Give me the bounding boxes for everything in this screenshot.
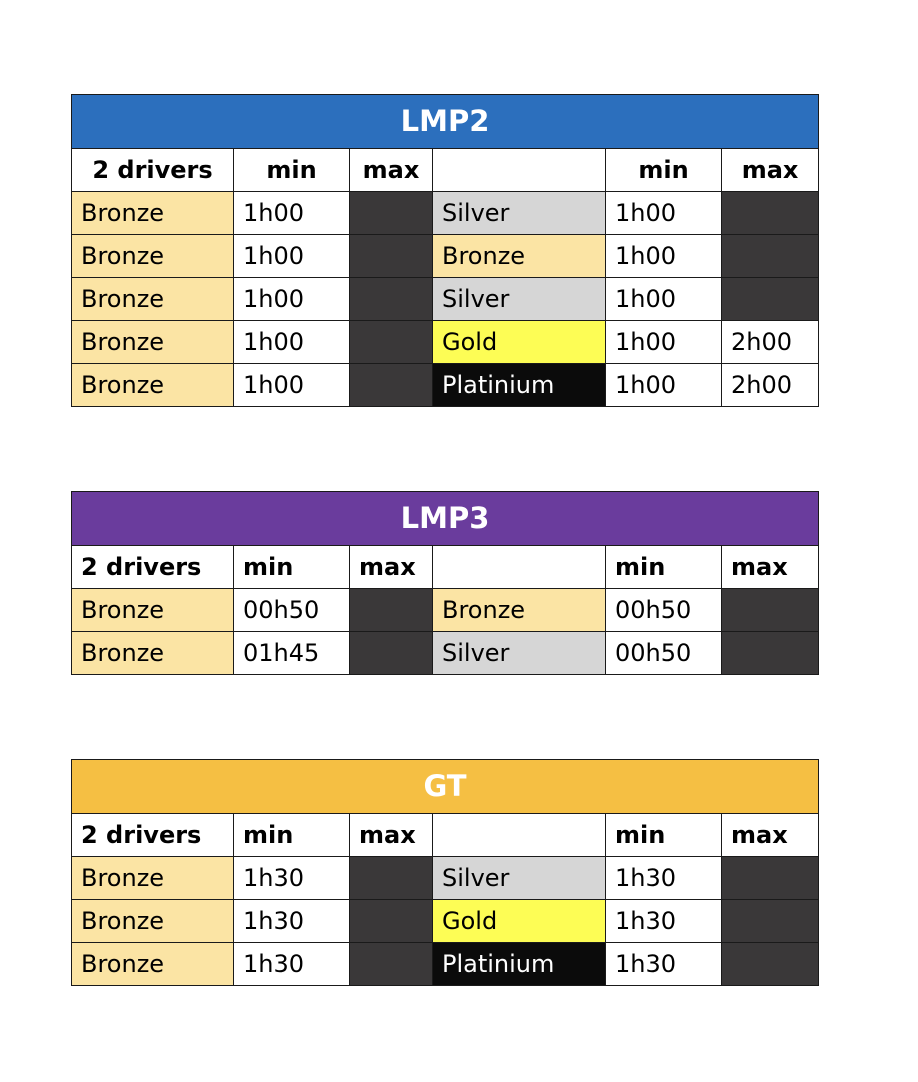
driver1-min-time: 1h00 bbox=[234, 364, 350, 407]
column-header: max bbox=[350, 814, 433, 857]
column-header: min bbox=[234, 814, 350, 857]
driver1-min-time: 1h00 bbox=[234, 321, 350, 364]
driver1-category: Bronze bbox=[72, 900, 234, 943]
driver2-min-time: 1h00 bbox=[606, 278, 722, 321]
lmp2-table bbox=[71, 94, 819, 407]
driver1-category: Bronze bbox=[72, 278, 234, 321]
lmp3-table bbox=[71, 491, 819, 675]
table-title: LMP3 bbox=[72, 492, 819, 546]
column-header: max bbox=[722, 149, 819, 192]
table-title: GT bbox=[72, 760, 819, 814]
driver2-min-time: 1h30 bbox=[606, 943, 722, 986]
driver1-min-time: 1h00 bbox=[234, 235, 350, 278]
driver2-max-time bbox=[722, 235, 819, 278]
driver2-max-time bbox=[722, 589, 819, 632]
driver2-category: Silver bbox=[433, 632, 606, 675]
table-row bbox=[72, 632, 819, 675]
driver1-category: Bronze bbox=[72, 943, 234, 986]
driver1-category: Bronze bbox=[72, 857, 234, 900]
lmp2-table-block bbox=[71, 94, 818, 407]
column-header: min bbox=[606, 149, 722, 192]
column-header bbox=[433, 814, 606, 857]
column-header-row bbox=[72, 814, 819, 857]
column-header bbox=[433, 546, 606, 589]
driver2-max-time bbox=[722, 192, 819, 235]
driver1-category: Bronze bbox=[72, 321, 234, 364]
driver2-max-time bbox=[722, 857, 819, 900]
table-row bbox=[72, 857, 819, 900]
column-header: 2 drivers bbox=[72, 149, 234, 192]
driver2-max-time bbox=[722, 900, 819, 943]
driver2-category: Silver bbox=[433, 192, 606, 235]
driver2-category: Gold bbox=[433, 321, 606, 364]
driver1-min-time: 00h50 bbox=[234, 589, 350, 632]
driver2-max-time bbox=[722, 943, 819, 986]
table-row bbox=[72, 364, 819, 407]
driver1-category: Bronze bbox=[72, 589, 234, 632]
driver2-max-time: 2h00 bbox=[722, 321, 819, 364]
driver1-min-time: 01h45 bbox=[234, 632, 350, 675]
driver2-category: Platinium bbox=[433, 364, 606, 407]
driver1-max-time bbox=[350, 364, 433, 407]
table-title-row bbox=[72, 492, 819, 546]
driver2-max-time bbox=[722, 632, 819, 675]
driver2-min-time: 00h50 bbox=[606, 589, 722, 632]
column-header: min bbox=[234, 546, 350, 589]
column-header: min bbox=[234, 149, 350, 192]
driver2-category: Silver bbox=[433, 857, 606, 900]
table-title-row bbox=[72, 760, 819, 814]
driver1-min-time: 1h30 bbox=[234, 900, 350, 943]
driver2-category: Gold bbox=[433, 900, 606, 943]
column-header: max bbox=[722, 814, 819, 857]
driver1-min-time: 1h30 bbox=[234, 943, 350, 986]
gt-table bbox=[71, 759, 819, 986]
driver1-category: Bronze bbox=[72, 192, 234, 235]
driver2-max-time bbox=[722, 278, 819, 321]
column-header: max bbox=[722, 546, 819, 589]
table-row bbox=[72, 900, 819, 943]
driver2-min-time: 1h30 bbox=[606, 900, 722, 943]
column-header: min bbox=[606, 814, 722, 857]
driver2-category: Bronze bbox=[433, 235, 606, 278]
driver1-min-time: 1h30 bbox=[234, 857, 350, 900]
driver1-min-time: 1h00 bbox=[234, 192, 350, 235]
driver1-min-time: 1h00 bbox=[234, 278, 350, 321]
column-header: max bbox=[350, 546, 433, 589]
lmp3-table-block bbox=[71, 491, 818, 675]
driver1-max-time bbox=[350, 632, 433, 675]
column-header: 2 drivers bbox=[72, 814, 234, 857]
table-row bbox=[72, 192, 819, 235]
column-header: max bbox=[350, 149, 433, 192]
column-header: min bbox=[606, 546, 722, 589]
driver2-category: Silver bbox=[433, 278, 606, 321]
driver1-max-time bbox=[350, 235, 433, 278]
driver2-min-time: 00h50 bbox=[606, 632, 722, 675]
driver1-max-time bbox=[350, 943, 433, 986]
driver2-category: Bronze bbox=[433, 589, 606, 632]
column-header-row bbox=[72, 546, 819, 589]
driver2-min-time: 1h00 bbox=[606, 192, 722, 235]
driver2-min-time: 1h00 bbox=[606, 235, 722, 278]
table-row bbox=[72, 321, 819, 364]
table-row bbox=[72, 943, 819, 986]
driver2-max-time: 2h00 bbox=[722, 364, 819, 407]
driver2-min-time: 1h00 bbox=[606, 364, 722, 407]
driver1-category: Bronze bbox=[72, 364, 234, 407]
driver1-category: Bronze bbox=[72, 235, 234, 278]
table-row bbox=[72, 235, 819, 278]
table-title-row bbox=[72, 95, 819, 149]
driver1-max-time bbox=[350, 192, 433, 235]
table-title: LMP2 bbox=[72, 95, 819, 149]
column-header bbox=[433, 149, 606, 192]
driver1-max-time bbox=[350, 900, 433, 943]
column-header-row bbox=[72, 149, 819, 192]
driver1-category: Bronze bbox=[72, 632, 234, 675]
driver2-min-time: 1h00 bbox=[606, 321, 722, 364]
driver2-category: Platinium bbox=[433, 943, 606, 986]
driver2-min-time: 1h30 bbox=[606, 857, 722, 900]
column-header: 2 drivers bbox=[72, 546, 234, 589]
driver1-max-time bbox=[350, 857, 433, 900]
driver1-max-time bbox=[350, 278, 433, 321]
table-row bbox=[72, 278, 819, 321]
gt-table-block bbox=[71, 759, 818, 986]
table-row bbox=[72, 589, 819, 632]
driver1-max-time bbox=[350, 589, 433, 632]
driver1-max-time bbox=[350, 321, 433, 364]
